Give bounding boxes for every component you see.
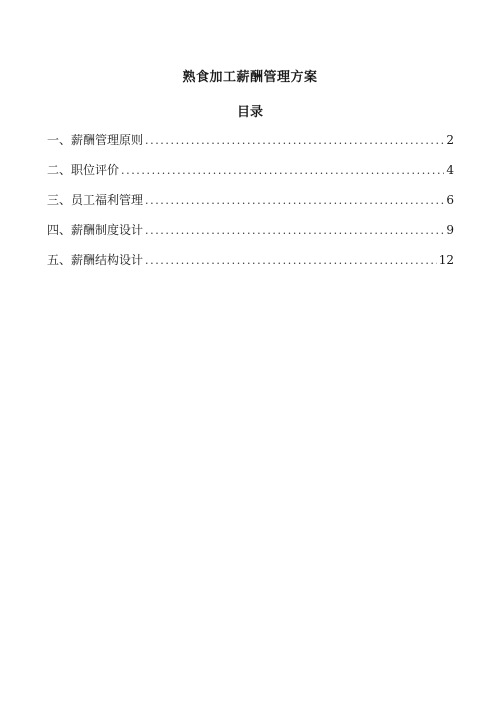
table-of-contents: [47, 129, 454, 279]
toc-page-number: 6: [446, 193, 454, 207]
toc-item-job-evaluation[interactable]: [47, 159, 454, 189]
toc-item-principles[interactable]: [47, 129, 454, 159]
toc-item-compensation-system[interactable]: [47, 219, 454, 249]
toc-item-label: 二、职位评价: [47, 163, 120, 177]
toc-page-number: 4: [446, 163, 454, 177]
toc-item-employee-benefits[interactable]: [47, 189, 454, 219]
toc-item-compensation-structure[interactable]: [47, 249, 454, 279]
toc-dot-leader: [145, 250, 437, 272]
toc-item-label: 五、薪酬结构设计: [47, 253, 144, 267]
toc-page-number: 12: [438, 253, 454, 267]
toc-item-label: 一、薪酬管理原则: [47, 133, 144, 147]
toc-item-label: 三、员工福利管理: [47, 193, 144, 207]
toc-item-label: 四、薪酬制度设计: [47, 223, 144, 237]
toc-page-number: 9: [446, 223, 454, 237]
toc-dot-leader: [145, 220, 444, 242]
document-title: 熟食加工薪酬管理方案: [182, 70, 318, 85]
toc-heading: 目录: [236, 105, 263, 120]
toc-dot-leader: [121, 160, 444, 182]
toc-page-number: 2: [446, 133, 454, 147]
toc-dot-leader: [145, 130, 444, 152]
toc-dot-leader: [145, 190, 444, 212]
